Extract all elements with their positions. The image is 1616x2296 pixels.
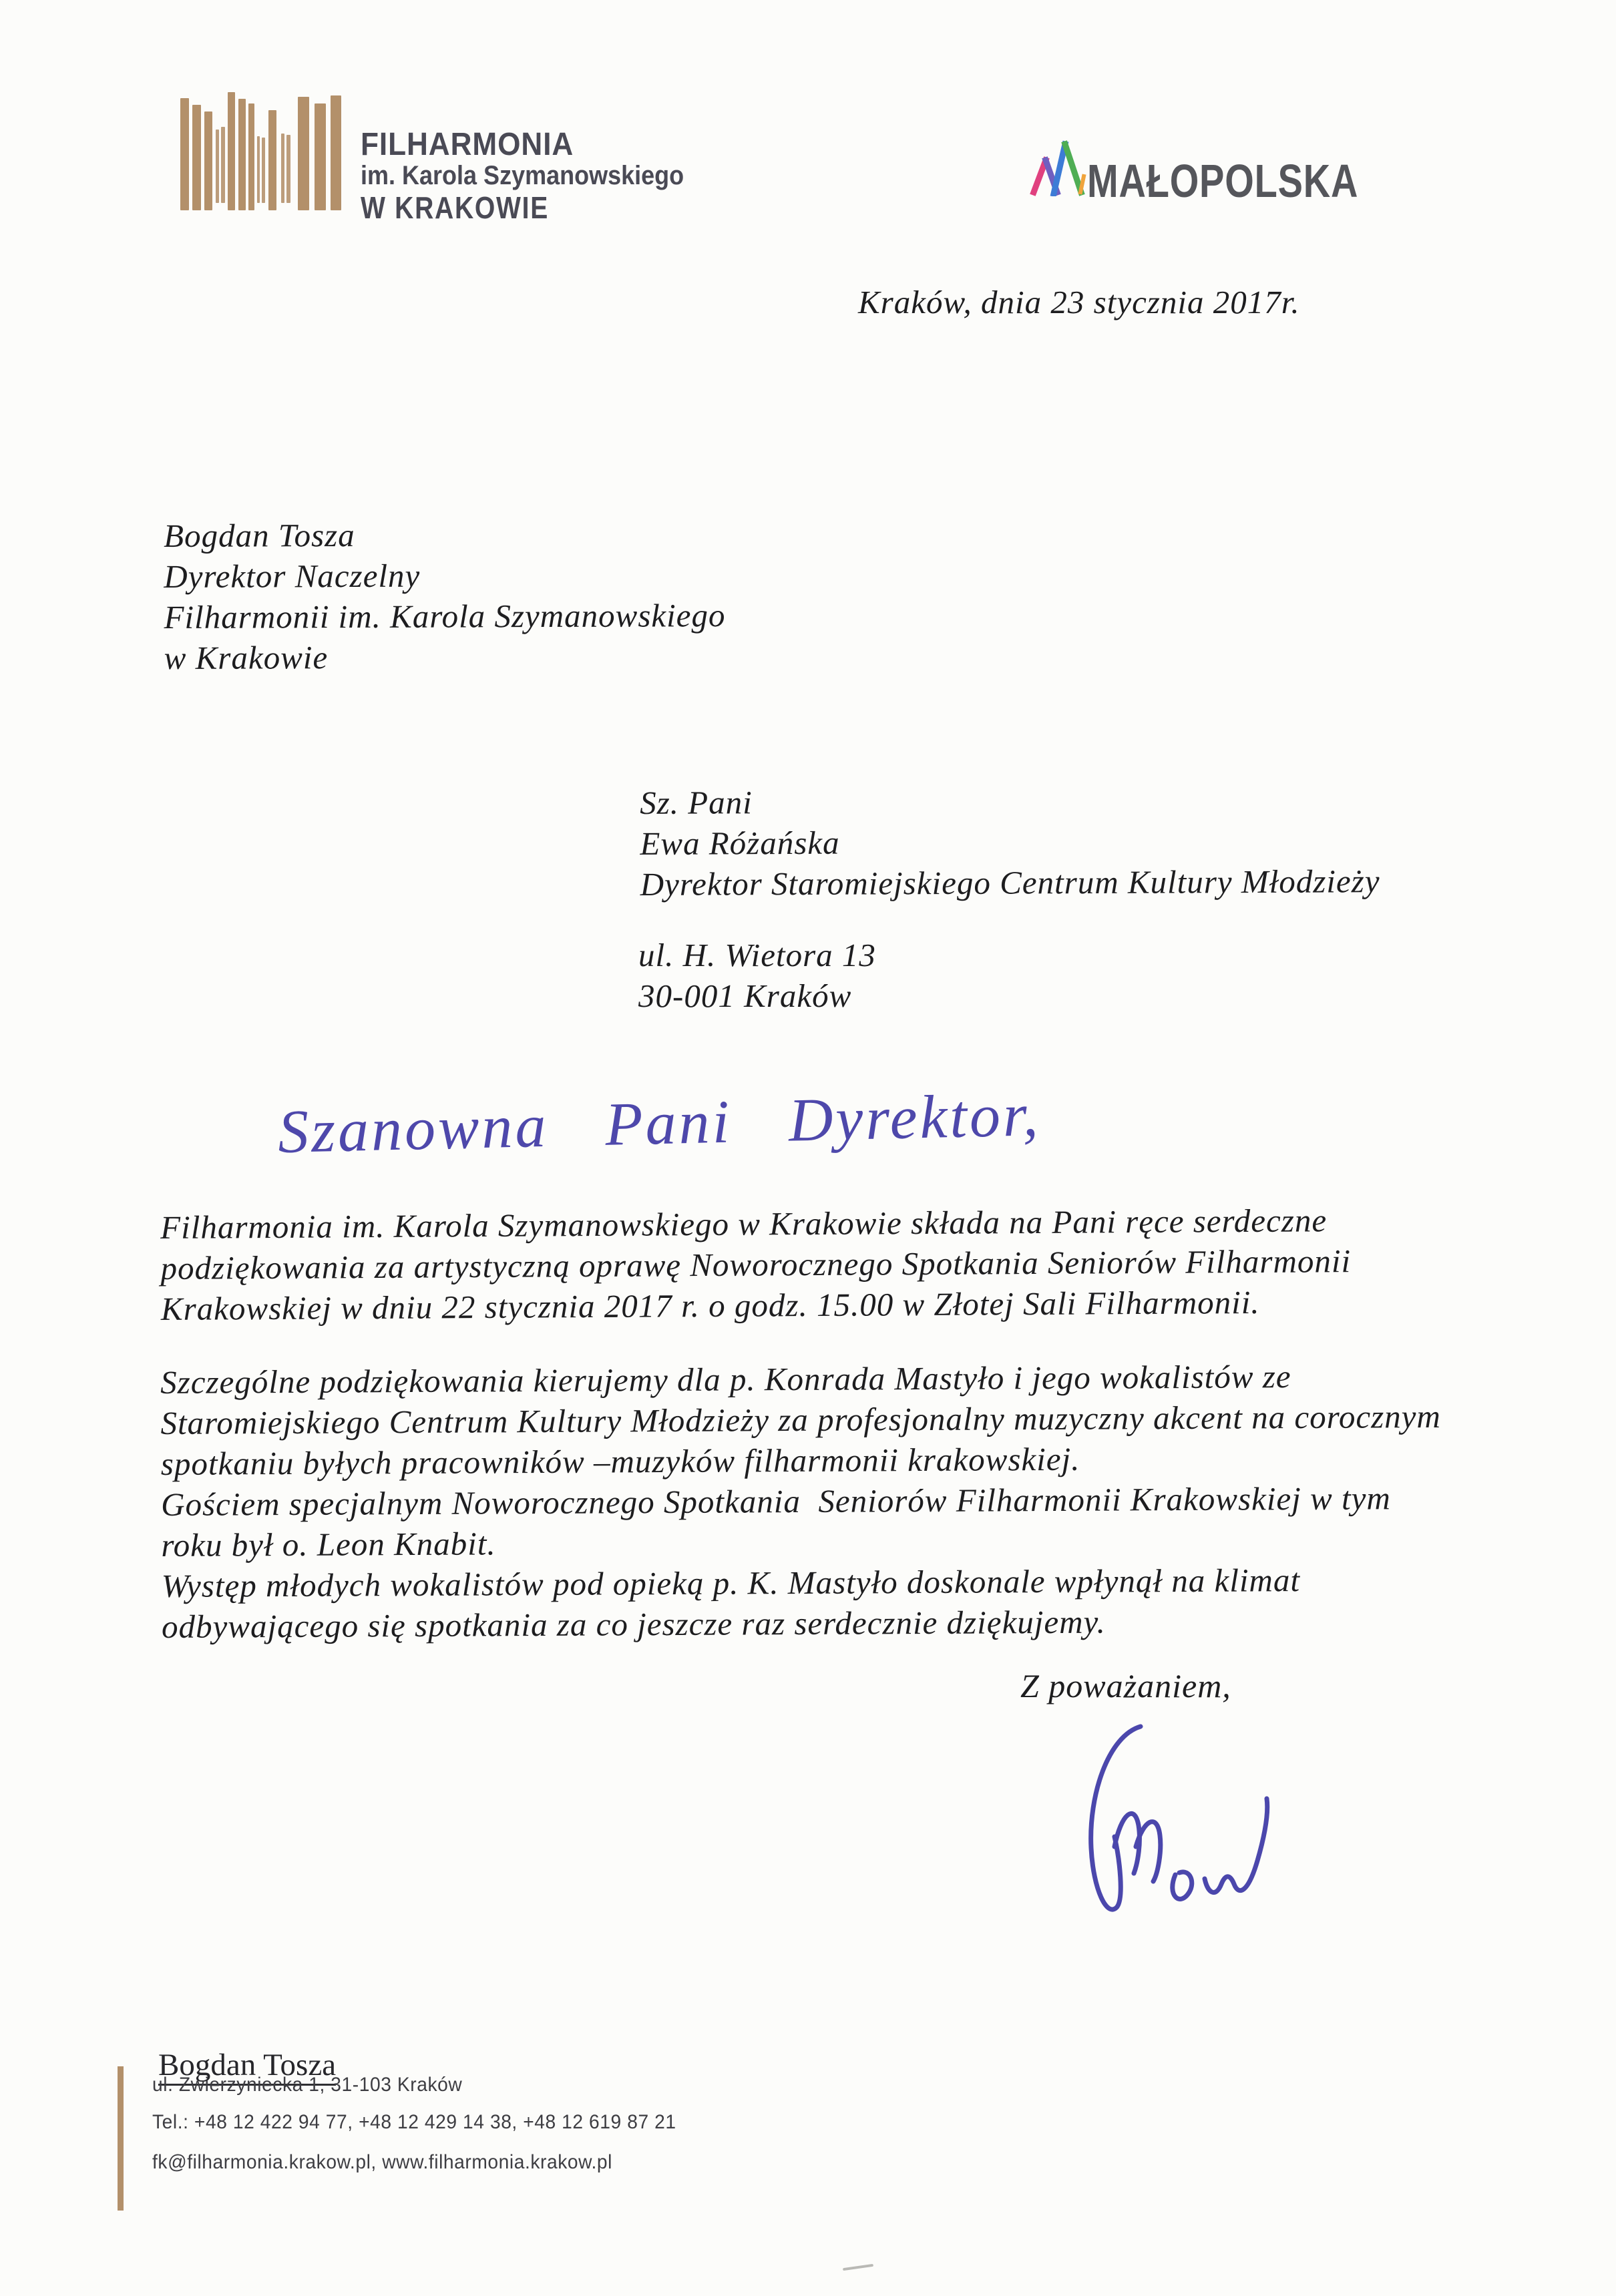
recipient-address-line: ul. H. Wietora 13	[638, 937, 876, 973]
body-line: Występ młodych wokalistów pod opieką p. K. Mastyło doskonale wpłynął na klimat	[161, 1562, 1301, 1604]
logo-bar	[315, 103, 326, 210]
handwritten-signature-scribble	[1062, 1714, 1282, 1935]
closing-phrase: Z poważaniem,	[1020, 1667, 1231, 1704]
dateline: Kraków, dnia 23 stycznia 2017r.	[858, 284, 1300, 320]
body-line: Szczególne podziękowania kierujemy dla p. Konrada Mastyło i jego wokalistów ze	[160, 1358, 1291, 1401]
logo-bar	[248, 103, 254, 210]
logo-bar	[298, 97, 309, 210]
malopolska-logo-label: MAŁOPOLSKA	[1087, 155, 1359, 207]
sender-line: Dyrektor Naczelny	[164, 557, 421, 595]
logo-bar	[216, 130, 219, 203]
handwritten-salutation: Szanowna Pani Dyrektor,	[277, 1080, 1042, 1166]
footer-signer-name: Bogdan Tosza	[158, 2047, 336, 2086]
malopolska-m-icon	[1028, 140, 1087, 196]
logo-bar	[180, 98, 189, 210]
recipient-address-block	[638, 935, 876, 1016]
logo-bar	[221, 127, 225, 203]
body-line: Krakowskiej w dniu 22 stycznia 2017 r. o godz. 15.00 w Złotej Sali Filharmonii.	[160, 1283, 1260, 1327]
recipient-line: Sz. Pani	[640, 784, 753, 821]
body-line: Filharmonia im. Karola Szymanowskiego w Krakowie składa na Pani ręce serdeczne	[160, 1202, 1328, 1246]
logo-bar	[331, 95, 341, 210]
logo-bar	[204, 111, 212, 210]
body-paragraph-2	[160, 1355, 1442, 1647]
logo-bar	[192, 105, 201, 210]
footer-accent-bar	[118, 2066, 124, 2211]
recipient-line: Dyrektor Staromiejskiego Centrum Kultury Młodzieży	[640, 863, 1380, 903]
footer-phones: Tel.: +48 12 422 94 77, +48 12 429 14 38, +48 12 619 87 21	[152, 2111, 676, 2133]
logo-bar	[238, 99, 246, 210]
recipient-address-line: 30-001 Kraków	[638, 977, 852, 1014]
logo-bar	[286, 135, 290, 203]
body-line: spotkaniu byłych pracowników –muzyków filharmonii krakowskiej.	[160, 1440, 1080, 1482]
recipient-block	[640, 779, 1380, 905]
logo-bar	[281, 134, 284, 203]
philharmonic-logo-city: W KRAKOWIE	[361, 190, 549, 225]
logo-bar	[257, 136, 260, 203]
body-line: roku był o. Leon Knabit.	[161, 1525, 496, 1564]
scan-artifact	[843, 2264, 873, 2271]
logo-bar	[262, 138, 265, 203]
sender-line: Filharmonii im. Karola Szymanowskiego	[164, 597, 726, 636]
philharmonic-logo-subtitle: im. Karola Szymanowskiego	[361, 161, 684, 190]
logo-bar	[228, 92, 235, 210]
philharmonic-logo-title: FILHARMONIA	[361, 127, 574, 162]
philharmonic-logo-bars-icon	[180, 92, 347, 210]
body-line: odbywającego się spotkania za co jeszcze raz serdecznie dziękujemy.	[161, 1603, 1106, 1645]
sender-line: w Krakowie	[164, 639, 329, 676]
logo-bar	[268, 110, 276, 210]
body-line: Staromiejskiego Centrum Kultury Młodzieży za profesjonalny muzyczny akcent na corocznym	[160, 1397, 1441, 1441]
sender-block	[164, 513, 726, 678]
body-line: podziękowania za artystyczną oprawę Noworocznego Spotkania Seniorów Filharmonii	[160, 1242, 1352, 1287]
footer-web: fk@filharmonia.krakow.pl, www.filharmonia.krakow.pl	[152, 2151, 613, 2173]
sender-line: Bogdan Tosza	[164, 516, 355, 554]
footer-address: ul. Zwierzyniecka 1, 31-103 Kraków	[152, 2074, 463, 2096]
recipient-line: Ewa Różańska	[640, 824, 840, 862]
body-line: Gościem specjalnym Noworocznego Spotkania Seniorów Filharmonii Krakowskiej w tym	[160, 1479, 1391, 1523]
body-paragraph-1	[160, 1200, 1352, 1329]
